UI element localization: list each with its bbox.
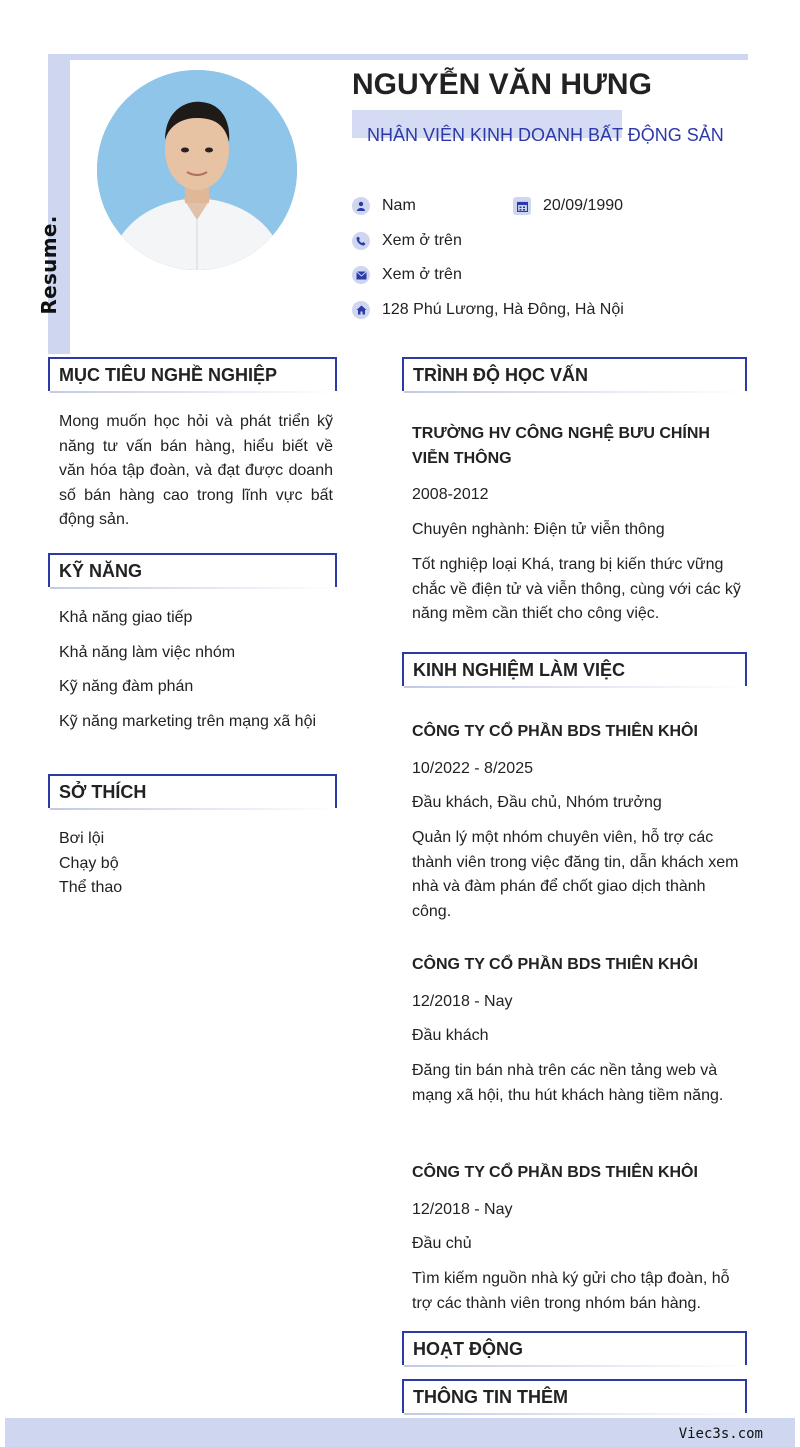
job-period: 10/2022 - 8/2025 [412, 760, 533, 777]
objective-text: Mong muốn học hỏi và phát triển kỹ năng tư vấn bán hàng, hiểu biết về văn hóa tập đoàn, và đạt được doanh số bán hàng cao trong lĩnh vực bất động sản. [59, 413, 333, 528]
skill-item: Khả năng giao tiếp [59, 609, 193, 626]
address-info: 128 Phú Lương, Hà Đông, Hà Nội [352, 301, 624, 319]
skill-item: Kỹ năng đàm phán [59, 678, 194, 695]
avatar [97, 70, 297, 270]
footer-bar [5, 1418, 795, 1447]
job-role: Đầu khách, Đầu chủ, Nhóm trưởng [412, 794, 662, 811]
resume-label: Resume. [37, 215, 61, 315]
phone-info: Xem ở trên [352, 232, 462, 250]
education-heading: TRÌNH ĐỘ HỌC VẤN [402, 357, 747, 391]
job-title: NHÂN VIÊN KINH DOANH BẤT ĐỘNG SẢN [367, 125, 724, 145]
activities-heading: HOẠT ĐỘNG [402, 1331, 747, 1365]
footer-brand: Viec3s.com [678, 1426, 763, 1442]
calendar-icon [513, 197, 531, 215]
home-icon [352, 301, 370, 319]
education-major: Chuyên nghành: Điện tử viễn thông [412, 521, 665, 538]
candidate-name: NGUYỄN VĂN HƯNG [352, 68, 652, 101]
email-icon [352, 266, 370, 284]
job-company: CÔNG TY CỔ PHẦN BDS THIÊN KHÔI [412, 956, 698, 973]
job-description: Quản lý một nhóm chuyên viên, hỗ trợ các thành viên trong việc đăng tin, dẫn khách xem nhà và đàm phán để chốt giao dịch thành công. [412, 829, 739, 920]
job-role: Đầu chủ [412, 1235, 472, 1252]
education-description: Tốt nghiệp loại Khá, trang bị kiến thức vững chắc về điện tử và viễn thông, cùng với các kỹ năng mềm cần thiết cho công việc. [412, 556, 741, 622]
job-period: 12/2018 - Nay [412, 1201, 513, 1218]
hobby-item: Chạy bộ [59, 855, 119, 872]
user-icon [352, 197, 370, 215]
job-role: Đầu khách [412, 1027, 489, 1044]
hobby-item: Bơi lội [59, 830, 105, 847]
header-top-bar [48, 54, 748, 60]
gender-info: Nam [352, 197, 416, 215]
skill-item: Kỹ năng marketing trên mạng xã hội [59, 713, 317, 730]
hobbies-heading: SỞ THÍCH [48, 774, 337, 808]
hobby-item: Thể thao [59, 879, 123, 896]
job-period: 12/2018 - Nay [412, 993, 513, 1010]
objective-heading: MỤC TIÊU NGHỀ NGHIỆP [48, 357, 337, 391]
education-period: 2008-2012 [412, 486, 489, 503]
job-description: Đăng tin bán nhà trên các nền tảng web và mạng xã hội, thu hút khách hàng tiềm năng. [412, 1062, 724, 1104]
job-description: Tìm kiếm nguồn nhà ký gửi cho tập đoàn, hỗ trợ các thành viên trong nhóm bán hàng. [412, 1270, 730, 1312]
education-school: TRƯỜNG HV CÔNG NGHỆ BƯU CHÍNH VIỄN THÔNG [412, 425, 710, 467]
email-info: Xem ở trên [352, 266, 462, 284]
experience-heading: KINH NGHIỆM LÀM VIỆC [402, 652, 747, 686]
job-company: CÔNG TY CỔ PHẦN BDS THIÊN KHÔI [412, 723, 698, 740]
phone-icon [352, 232, 370, 250]
skill-item: Khả năng làm việc nhóm [59, 644, 236, 661]
job-company: CÔNG TY CỔ PHẦN BDS THIÊN KHÔI [412, 1164, 698, 1181]
birthday-info: 20/09/1990 [513, 197, 623, 215]
skills-heading: KỸ NĂNG [48, 553, 337, 587]
extra-info-heading: THÔNG TIN THÊM [402, 1379, 747, 1413]
